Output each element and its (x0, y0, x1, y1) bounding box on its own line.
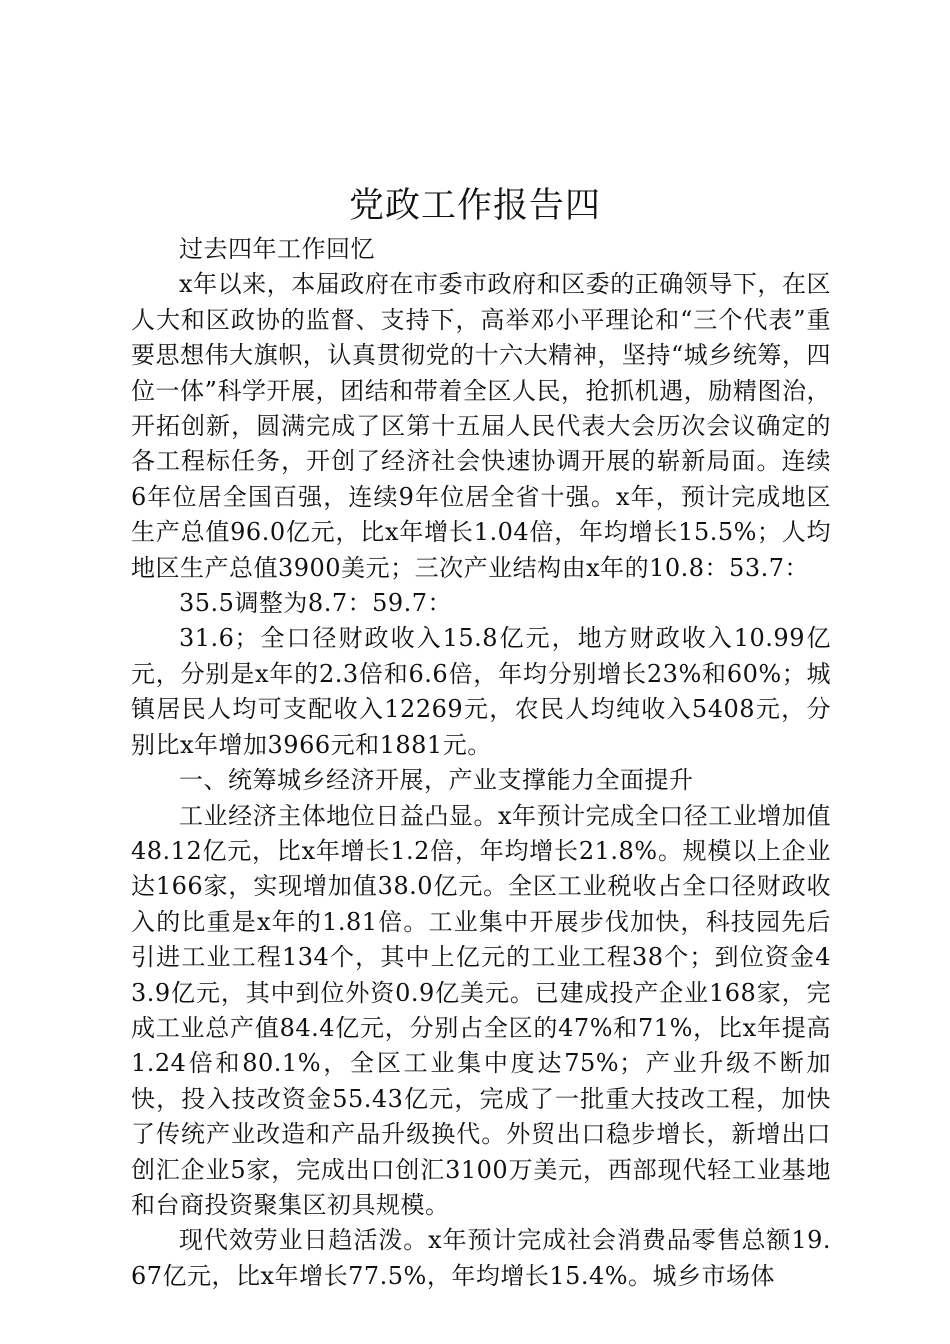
paragraph-fiscal-income: 31.6；全口径财政收入15.8亿元，地方财政收入10.99亿元，分别是x年的2.3倍和6.6倍，年均分别增长23%和60%；城镇居民人均可支配收入12269元，农民人均纯收入5408元，分别比x年增加3966元和1881元。 (131, 624, 831, 759)
document-title: 党政工作报告四 (348, 186, 601, 226)
document-body (131, 232, 831, 1294)
paragraph-overview: x年以来，本届政府在市委市政府和区委的正确领导下，在区人大和区政协的监督、支持下，高举邓小平理论和“三个代表”重要思想伟大旗帜，认真贯彻党的十六大精神，坚持“城乡统筹，四位一体”科学开展，团结和带着全区人民，抢抓机遇，励精图治，开拓创新，圆满完成了区第十五届人民代表大会历次会议确定的各工程标任务，开创了经济社会快速协调开展的崭新局面。连续6年位居全国百强，连续9年位居全省十强。x年，预计完成地区生产总值96.0亿元，比x年增长1.04倍，年均增长15.5%；人均地区生产总值3900美元；三次产业结构由x年的10.8：53.7： (131, 270, 831, 582)
paragraph-services: 现代效劳业日趋活泼。x年预计完成社会消费品零售总额19.67亿元，比x年增长77.5%，年均增长15.4%。城乡市场体 (131, 1226, 831, 1290)
paragraph-industry: 工业经济主体地位日益凸显。x年预计完成全口径工业增加值48.12亿元，比x年增长1.2倍，年均增长21.8%。规模以上企业达166家，实现增加值38.0亿元。全区工业税收占全口径财政收入的比重是x年的1.81倍。工业集中开展步伐加快，科技园先后引进工业工程134个，其中上亿元的工业工程38个；到位资金43.9亿元，其中到位外资0.9亿美元。已建成投产企业168家，完成工业总产值84.4亿元，分别占全区的47%和71%，比x年提高1.24倍和80.1%，全区工业集中度达75%；产业升级不断加快，投入技改资金55.43亿元，完成了一批重大技改工程，加快了传统产业改造和产品升级换代。外贸出口稳步增长，新增出口创汇企业5家，完成出口创汇3100万美元，西部现代轻工业基地和台商投资聚集区初具规模。 (131, 801, 831, 1219)
paragraph-structure-adjustment: 35.5调整为8.7：59.7： (179, 589, 453, 618)
section-heading-review: 过去四年工作回忆 (179, 235, 375, 263)
section-heading-economy: 一、统筹城乡经济开展，产业支撑能力全面提升 (179, 766, 694, 795)
